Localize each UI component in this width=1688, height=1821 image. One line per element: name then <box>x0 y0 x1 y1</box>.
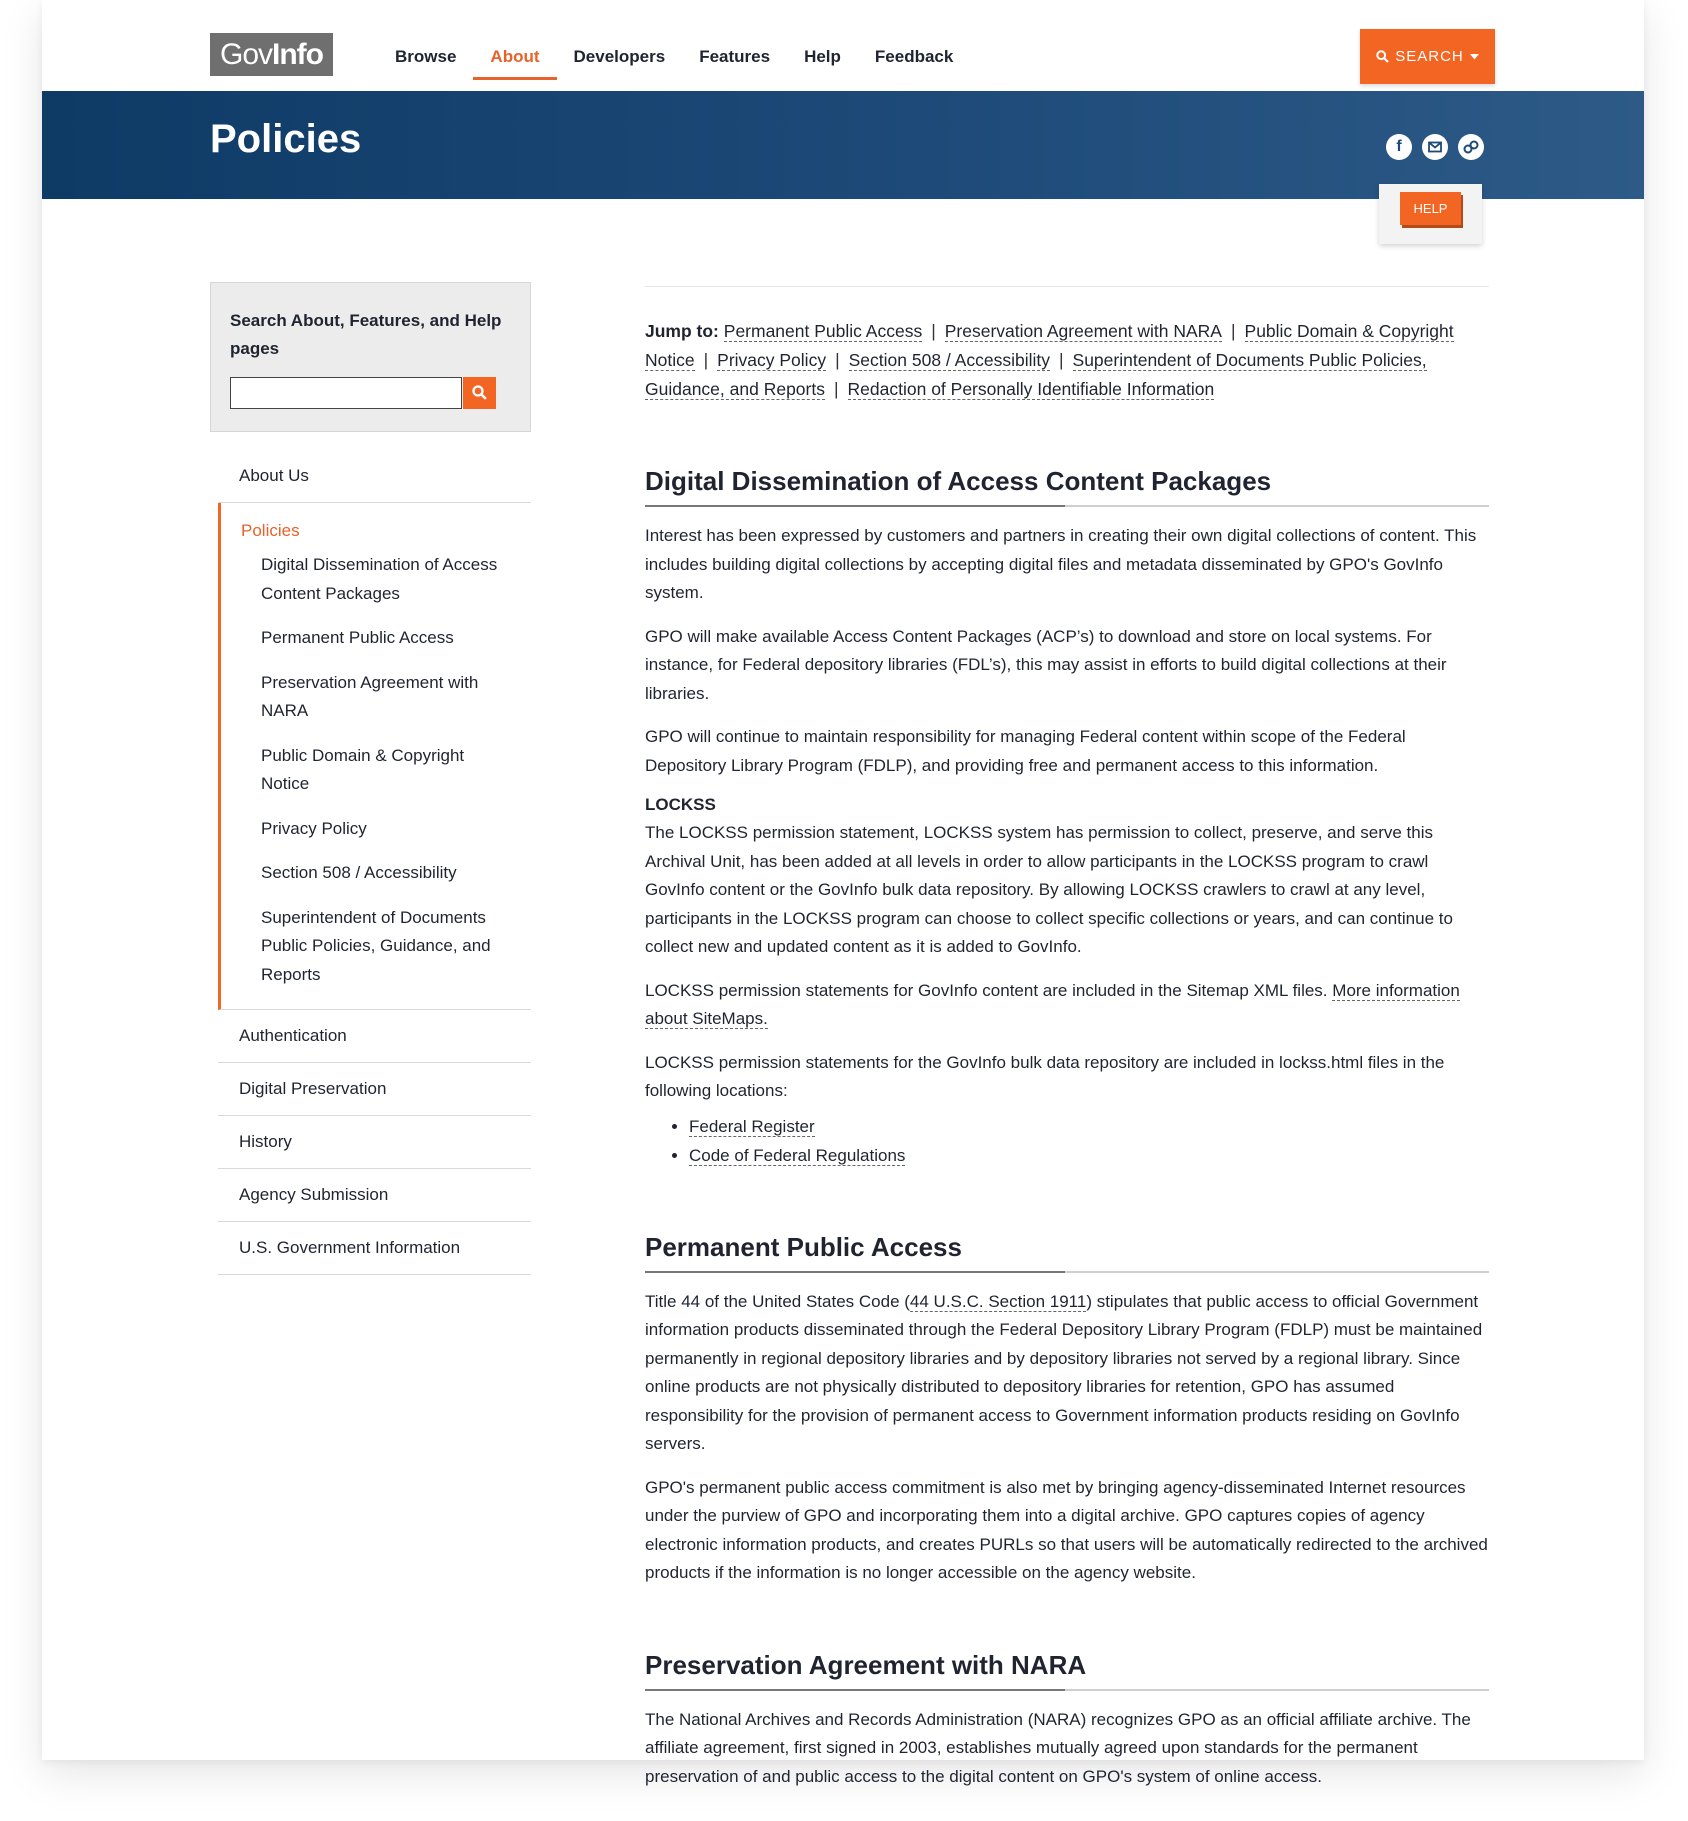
sidebar-item-policies[interactable]: Policies <box>241 521 300 540</box>
jump-link-privacy-policy[interactable]: Privacy Policy <box>717 350 827 370</box>
main-menu <box>378 34 970 80</box>
paragraph-text: ) stipulates that public access to official Government information products disseminated through the Federal Depository Library Program (FDLP) must be maintained permanently in regional depository libraries and by depository libraries not served by a regional library. Since online products are not physically distributed to depository libraries for retention, GPO has assumed responsibility for the provision of permanent access to Government information products residing on GovInfo servers. <box>645 1291 1483 1453</box>
lockss-locations-list <box>645 1112 1489 1170</box>
govinfo-logo[interactable]: GovInfo <box>210 33 333 76</box>
paragraph <box>645 1288 1489 1459</box>
search-icon <box>472 385 487 400</box>
sidebar-sub-superintendent[interactable]: Superintendent of Documents Public Policies, Guidance, and Reports <box>261 907 491 984</box>
sidebar-sub-public-domain[interactable]: Public Domain & Copyright Notice <box>261 745 465 793</box>
sidebar-sub-permanent-access[interactable]: Permanent Public Access <box>261 628 454 647</box>
sidebar-item-digital-preservation[interactable]: Digital Preservation <box>218 1063 531 1116</box>
section-heading-preservation-nara: Preservation Agreement with NARA <box>645 1650 1489 1691</box>
nav-feedback[interactable]: Feedback <box>874 47 954 66</box>
caret-down-icon <box>1470 54 1479 60</box>
paragraph: GPO's permanent public access commitment is also met by bringing agency-disseminated Internet resources under the purview of GPO and incorporating them into a digital archive. GPO captures copies of agency electronic information products, and creates PURLs so that users will be automatically redirected to the archived products if the information is no longer accessible on the agency website. <box>645 1477 1488 1582</box>
page-title: Policies <box>210 117 362 161</box>
paragraph: GPO will continue to maintain responsibility for managing Federal content within scope of the Federal Depository Library Program (FDLP), and providing free and permanent access to this information. <box>645 727 1406 775</box>
email-icon[interactable] <box>1422 134 1448 160</box>
jump-link-preservation-nara[interactable]: Preservation Agreement with NARA <box>944 321 1222 341</box>
sidebar-item-history[interactable]: History <box>218 1116 531 1169</box>
main-content <box>645 286 1489 1791</box>
nav-help[interactable]: Help <box>804 47 841 66</box>
sidebar-item-about-us[interactable]: About Us <box>218 450 531 503</box>
jump-label: Jump to: <box>645 321 719 341</box>
paragraph: GPO will make available Access Content Packages (ACP’s) to download and store on local systems. For instance, for Federal depository libraries (FDL’s), this may assist in efforts to build digital collections at their libraries. <box>645 626 1447 703</box>
sidebar-item-agency-submission[interactable]: Agency Submission <box>218 1169 531 1222</box>
sidebar-sub-privacy-policy[interactable]: Privacy Policy <box>261 818 367 838</box>
jump-link-superintendent[interactable]: Superintendent of Documents Public Policies, Guidance, and Reports <box>645 350 1427 399</box>
paragraph-text: Title 44 of the United States Code ( <box>645 1291 910 1311</box>
section-heading-digital-dissemination: Digital Dissemination of Access Content Packages <box>645 466 1489 507</box>
page-banner <box>42 91 1644 199</box>
search-label: SEARCH <box>1395 48 1464 65</box>
sidebar-item-authentication[interactable]: Authentication <box>218 1010 531 1063</box>
divider <box>645 286 1489 288</box>
help-button[interactable]: HELP <box>1400 192 1461 225</box>
list-item <box>689 1141 1489 1170</box>
sidebar-search-input[interactable] <box>230 377 462 409</box>
nav-developers[interactable]: Developers <box>573 47 666 66</box>
jump-link-permanent-access[interactable]: Permanent Public Access <box>723 321 923 341</box>
nav-browse[interactable]: Browse <box>395 47 457 66</box>
sidebar-item-us-government-information[interactable]: U.S. Government Information <box>218 1222 531 1275</box>
sidebar-group-policies <box>218 503 531 1010</box>
paragraph: The LOCKSS permission statement, LOCKSS system has permission to collect, preserve, and serve this Archival Unit, has been added at all levels in order to allow participants in the LOCKSS program to crawl GovInfo content or the GovInfo bulk data repository. By allowing LOCKSS crawlers to crawl at any level, participants in the LOCKSS program can choose to collect specific collections or years, and can continue to collect new and updated content as it is added to GovInfo. <box>645 823 1453 956</box>
cfr-link[interactable]: Code of Federal Regulations <box>689 1145 906 1165</box>
link-icon[interactable] <box>1458 134 1484 160</box>
help-tab <box>1379 184 1482 244</box>
usc-1911-link[interactable]: 44 U.S.C. Section 1911 <box>909 1291 1087 1311</box>
facebook-icon[interactable]: f <box>1386 134 1412 160</box>
paragraph: Interest has been expressed by customers and partners in creating their own digital collections of content. This includes building digital collections by accepting digital files and metadata disseminated by GPO's GovInfo system. <box>645 526 1477 602</box>
list-item <box>689 1112 1489 1141</box>
sidebar-sub-preservation-nara[interactable]: Preservation Agreement with NARA <box>261 672 479 720</box>
paragraph <box>645 977 1489 1034</box>
jump-link-redaction-pii[interactable]: Redaction of Personally Identifiable Information <box>847 379 1215 399</box>
section-heading-permanent-access: Permanent Public Access <box>645 1232 1489 1273</box>
browser-page <box>42 0 1644 1786</box>
federal-register-link[interactable]: Federal Register <box>689 1116 815 1136</box>
lockss-heading: LOCKSS <box>645 795 716 814</box>
paragraph: The National Archives and Records Administration (NARA) recognizes GPO as an official affiliate archive. The affiliate agreement, first signed in 2003, establishes mutually agreed upon standards for the permanent preservation of and public access to the digital content on GPO's system of online access. <box>645 1709 1471 1786</box>
paragraph: LOCKSS permission statements for the GovInfo bulk data repository are included in lockss.html files in the following locations: <box>645 1052 1445 1100</box>
jump-link-public-domain[interactable]: Public Domain & Copyright Notice <box>645 321 1454 370</box>
search-dropdown-button[interactable] <box>1360 29 1495 84</box>
top-nav <box>42 0 1644 90</box>
jump-link-section-508[interactable]: Section 508 / Accessibility <box>848 350 1050 370</box>
search-icon <box>1376 50 1389 63</box>
sidebar-sub-digital-dissemination[interactable]: Digital Dissemination of Access Content Packages <box>261 555 498 603</box>
sidebar-sub-section-508[interactable]: Section 508 / Accessibility <box>261 863 457 882</box>
nav-features[interactable]: Features <box>699 47 771 66</box>
jump-to-links: Jump to: Permanent Public Access | Preservation Agreement with NARA | Public Domain & Copyright Notice | Privacy Policy | Section 508 / Accessibility | Superintendent of Documents Public Policies, Guidance, and Reports | Redaction of Personally Identifiable Information <box>645 321 1454 399</box>
sidebar-search-button[interactable] <box>463 377 496 409</box>
sidebar-search-box <box>210 282 531 432</box>
paragraph-text: LOCKSS permission statements for GovInfo content are included in the Sitemap XML files. <box>645 980 1328 1000</box>
sitemaps-link[interactable]: More information about SiteMaps. <box>645 980 1460 1028</box>
sidebar-search-label: Search About, Features, and Help pages <box>230 311 502 358</box>
sidebar-nav <box>218 450 531 1275</box>
nav-about[interactable]: About <box>473 34 556 80</box>
